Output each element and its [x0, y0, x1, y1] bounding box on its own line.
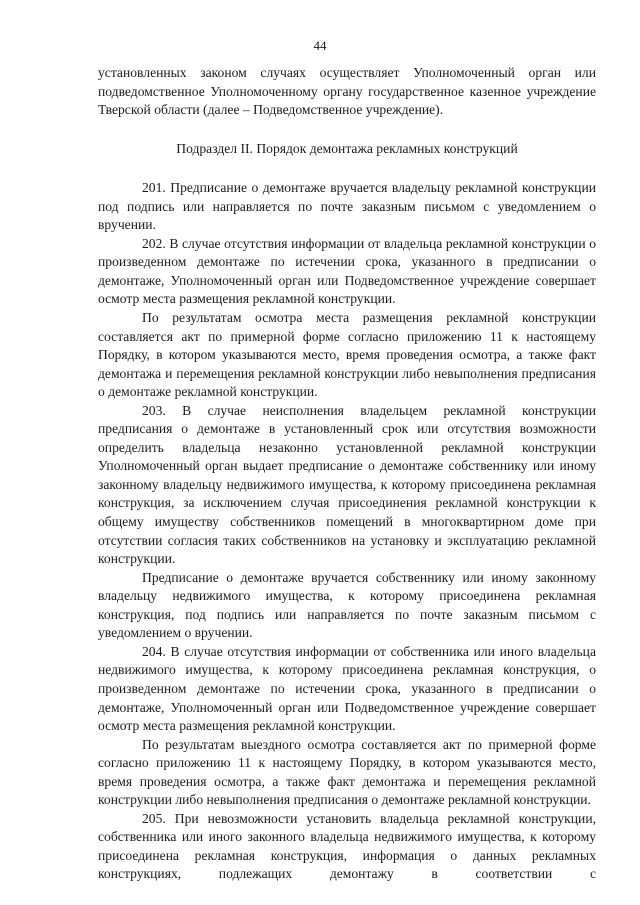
- document-body: [98, 64, 596, 884]
- paragraph-202: 202. В случае отсутствия информации от владельца рекламной конструкции о произведенном демонтаже по истечении срока, указанного в предписании о демонтаже, Уполномоченный орган или Подведомственное учреждение совершает осмотр места размещения рекламной конструкции.: [98, 235, 596, 307]
- paragraph-203: 203. В случае неисполнения владельцем рекламной конструкции предписания о демонтаже в установленный срок или отсутствия возможности определить владельца незаконно установленной рекламной конструкции Уполномоченный орган выдает предписание о демонтаже собственнику или иному законному владельцу недвижимого имущества, к которому присоединена рекламная конструкция, за исключением случая присоединения рекламной конструкции к общему имуществу собственников помещений в многоквартирном доме при отсутствии согласия таких собственников на установку и эксплуатацию рекламной конструкции.: [98, 402, 596, 567]
- paragraph-205: 205. При невозможности установить владельца рекламной конструкции, собственника или иного законного владельца недвижимого имущества, к которому присоединена рекламная конструкция, информация о данных рекламных конструкциях, подлежащих демонтажу в соответствии с: [98, 810, 596, 882]
- paragraph-201: 201. Предписание о демонтаже вручается владельцу рекламной конструкции под подпись или направляется по почте заказным письмом с уведомлением о вручении.: [98, 180, 596, 233]
- paragraph-202-inspection-act: По результатам осмотра места размещения рекламной конструкции составляется акт по примерной форме согласно приложению 11 к настоящему Порядку, в котором указываются место, время проведения осмотра, а также факт демонтажа и перемещения рекламной конструкции либо невыполнения предписания о демонтаже рекламной конструкции.: [98, 310, 596, 400]
- page-number: 44: [313, 38, 327, 53]
- subsection-heading: Подраздел II. Порядок демонтажа рекламных конструкций: [176, 140, 518, 156]
- paragraph-continuation: установленных законом случаях осуществляет Уполномоченный орган или подведомственное Уполномоченному органу государственное казенное учреждение Тверской области (далее – Подведомственное учреждение).: [98, 65, 596, 118]
- paragraph-203-delivery: Предписание о демонтаже вручается собственнику или иному законному владельцу недвижимого имущества, к которому присоединена рекламная конструкция, под подпись или направляется по почте заказным письмом с уведомлением о вручении.: [98, 569, 596, 641]
- paragraph-204-inspection-act: По результатам выездного осмотра составляется акт по примерной форме согласно приложению 11 к настоящему Порядку, в котором указываются место, время проведения осмотра, а также факт демонтажа и перемещения рекламной конструкции либо невыполнения предписания о демонтаже рекламной конструкции.: [98, 736, 596, 808]
- paragraph-204: 204. В случае отсутствия информации от собственника или иного владельца недвижимого имущества, к которому присоединена рекламная конструкция, о произведенном демонтаже по истечении срока, указанного в предписании о демонтаже, Уполномоченный орган или Подведомственное учреждение совершает осмотр места размещения рекламной конструкции.: [98, 643, 596, 734]
